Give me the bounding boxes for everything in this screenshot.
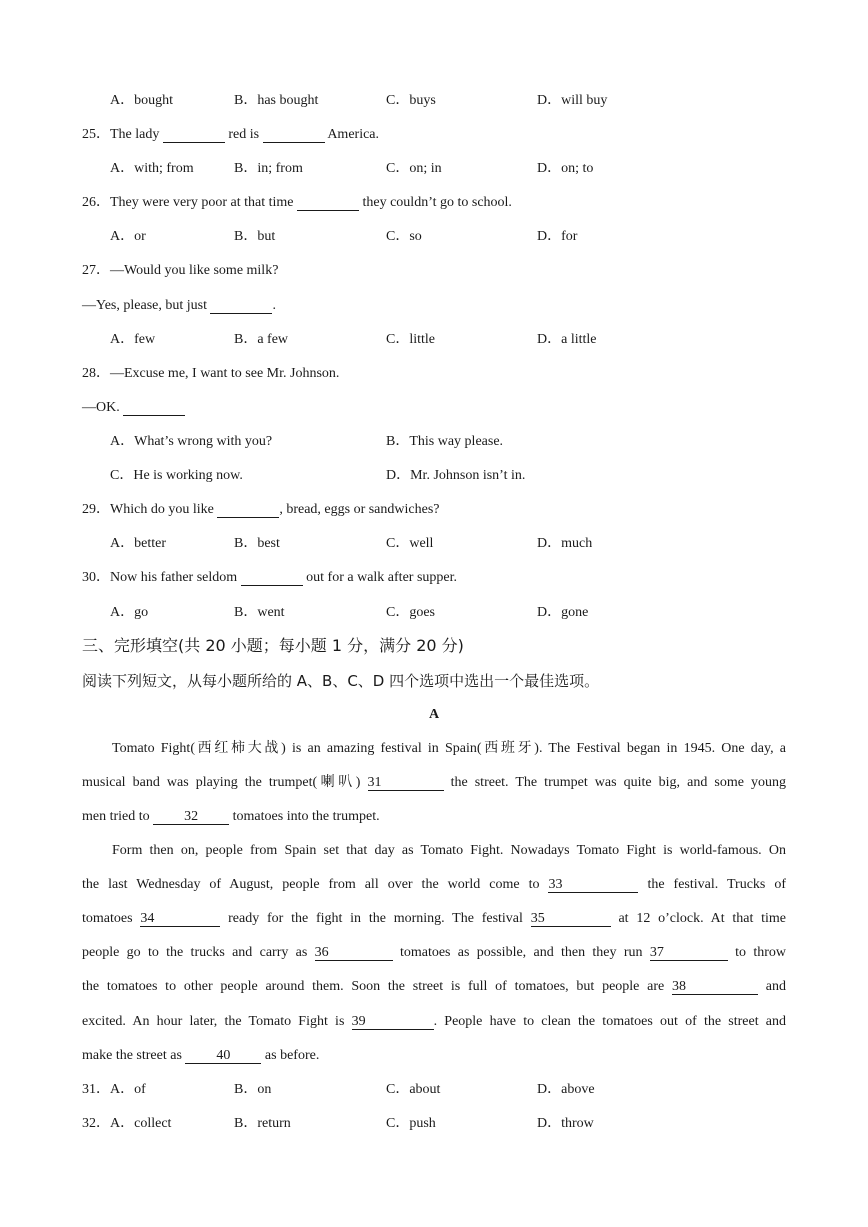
section-title: 三、完形填空(共 20 小题；每小题 1 分，满分 20 分)	[82, 636, 464, 655]
question-30	[82, 569, 457, 587]
option-d: D．throw	[537, 1116, 594, 1131]
stem-part: out for a walk after supper.	[302, 570, 457, 585]
passage-text: musical band was playing the trumpet(喇叭)	[82, 775, 368, 790]
passage-text: the tomatoes to other people around them. Soon the street is full of tomatoes, but people are	[82, 979, 673, 994]
question-27-reply	[82, 297, 276, 315]
option-a: A．or	[110, 229, 146, 244]
passage-text: the street. The trumpet was quite big, and some young	[450, 775, 786, 790]
option-c: C．on; in	[386, 161, 442, 176]
option-a: A．bought	[110, 93, 173, 108]
answer-blank	[297, 196, 359, 211]
option-d: D．above	[537, 1082, 595, 1097]
option-a: 31．A．of	[82, 1082, 146, 1097]
answer-blank	[123, 401, 185, 416]
option-c: C．so	[386, 229, 422, 244]
option-c: C．goes	[386, 605, 435, 620]
answer-blank	[263, 128, 325, 143]
option-d: D．gone	[537, 605, 589, 620]
option-b: B．return	[234, 1116, 291, 1131]
stem-part: The lady	[110, 127, 163, 142]
cloze-blank-38: 38	[672, 979, 758, 995]
stem-part: 29．Which do you like	[82, 502, 218, 517]
stem-part: They were very poor at that time	[110, 195, 297, 210]
cloze-blank-40: 40	[185, 1048, 261, 1064]
option-a: A．few	[110, 332, 156, 347]
option-a: A．go	[110, 605, 149, 620]
passage-line	[82, 876, 786, 894]
passage-line	[82, 1047, 319, 1065]
passage-text: the festival. Trucks of	[647, 877, 786, 892]
passage-line: Tomato Fight(西红柿大战) is an amazing festival in Spain(西班牙). The Festival began in 1945. One day, a	[112, 741, 786, 756]
cloze-blank-36: 36	[315, 945, 393, 961]
stem-part: red is	[224, 127, 263, 142]
cloze-blank-34: 34	[140, 911, 220, 927]
option-c: C．well	[386, 536, 434, 551]
reply-text: .	[272, 298, 276, 313]
passage-text: men tried to	[82, 809, 154, 824]
answer-blank	[163, 128, 225, 143]
cloze-blank-33: 33	[548, 877, 638, 893]
option-c: C．buys	[386, 93, 436, 108]
option-d: D．will buy	[537, 93, 608, 108]
option-b: B．on	[234, 1082, 272, 1097]
answer-blank	[210, 299, 272, 314]
passage-text: and	[765, 979, 786, 994]
option-d: D．a little	[537, 332, 597, 347]
option-a: A．better	[110, 536, 166, 551]
option-b: B．but	[234, 229, 276, 244]
option-d: D．much	[537, 536, 593, 551]
option-b: B．best	[234, 536, 280, 551]
option-c: C．about	[386, 1082, 441, 1097]
cloze-blank-31: 31	[368, 775, 444, 791]
passage-text: tomatoes as possible, and then they run	[399, 945, 650, 960]
option-b: B．in; from	[234, 161, 303, 176]
stem-part: they couldn’t go to school.	[358, 195, 512, 210]
stem-part: America.	[324, 127, 380, 142]
option-c: C．little	[386, 332, 435, 347]
answer-blank	[241, 571, 303, 586]
passage-text: tomatoes into the trumpet.	[232, 809, 380, 824]
option-a: 32．A．collect	[82, 1116, 172, 1131]
cloze-blank-35: 35	[531, 911, 611, 927]
passage-text: make the street as	[82, 1048, 186, 1063]
passage-text: . People have to clean the tomatoes out of the street and	[433, 1014, 786, 1029]
question-number: 25．	[82, 127, 110, 142]
question-number: 26．	[82, 195, 110, 210]
option-c: C．push	[386, 1116, 436, 1131]
passage-text: to throw	[735, 945, 786, 960]
passage-text: at 12 o’clock. At that time	[618, 911, 786, 926]
passage-line: Form then on, people from Spain set that day as Tomato Fight. Nowadays Tomato Fight is world-famous. On	[112, 843, 786, 858]
question-29	[82, 501, 439, 519]
option-d: D．on; to	[537, 161, 594, 176]
passage-line	[82, 944, 786, 962]
question-28-reply	[82, 399, 185, 417]
question-27: 27．—Would you like some milk?	[82, 263, 279, 278]
option-c: C．He is working now.	[110, 468, 243, 483]
option-d: D．for	[537, 229, 578, 244]
passage-text: tomatoes	[82, 911, 141, 926]
reply-text: —Yes, please, but just	[82, 298, 211, 313]
question-25	[82, 126, 379, 144]
option-a: A．with; from	[110, 161, 194, 176]
passage-line	[82, 808, 380, 826]
passage-text: excited. An hour later, the Tomato Fight is	[82, 1014, 352, 1029]
option-a: A．What’s wrong with you?	[110, 434, 273, 449]
cloze-blank-32: 32	[153, 809, 229, 825]
option-b: B．a few	[234, 332, 289, 347]
passage-text: as before.	[264, 1048, 320, 1063]
option-b: B．This way please.	[386, 434, 504, 449]
question-26	[82, 194, 512, 212]
passage-text: people go to the trucks and carry as	[82, 945, 315, 960]
passage-line	[82, 774, 786, 792]
stem-part: 30．Now his father seldom	[82, 570, 241, 585]
section-instruction: 阅读下列短文，从每小题所给的 A、B、C、D 四个选项中选出一个最佳选项。	[82, 672, 600, 690]
cloze-blank-37: 37	[650, 945, 728, 961]
cloze-blank-39: 39	[352, 1014, 434, 1030]
option-b: B．went	[234, 605, 285, 620]
passage-line	[82, 910, 786, 928]
question-28: 28．—Excuse me, I want to see Mr. Johnson.	[82, 366, 340, 381]
passage-line	[82, 978, 786, 996]
answer-blank	[217, 503, 279, 518]
stem-part: , bread, eggs or sandwiches?	[279, 502, 440, 517]
passage-text: ready for the fight in the morning. The festival	[228, 911, 531, 926]
passage-line	[82, 1013, 786, 1031]
option-b: B．has bought	[234, 93, 319, 108]
passage-title: A	[428, 707, 440, 722]
reply-text: —OK.	[82, 400, 124, 415]
option-d: D．Mr. Johnson isn’t in.	[386, 468, 526, 483]
passage-text: the last Wednesday of August, people from all over the world come to	[82, 877, 549, 892]
